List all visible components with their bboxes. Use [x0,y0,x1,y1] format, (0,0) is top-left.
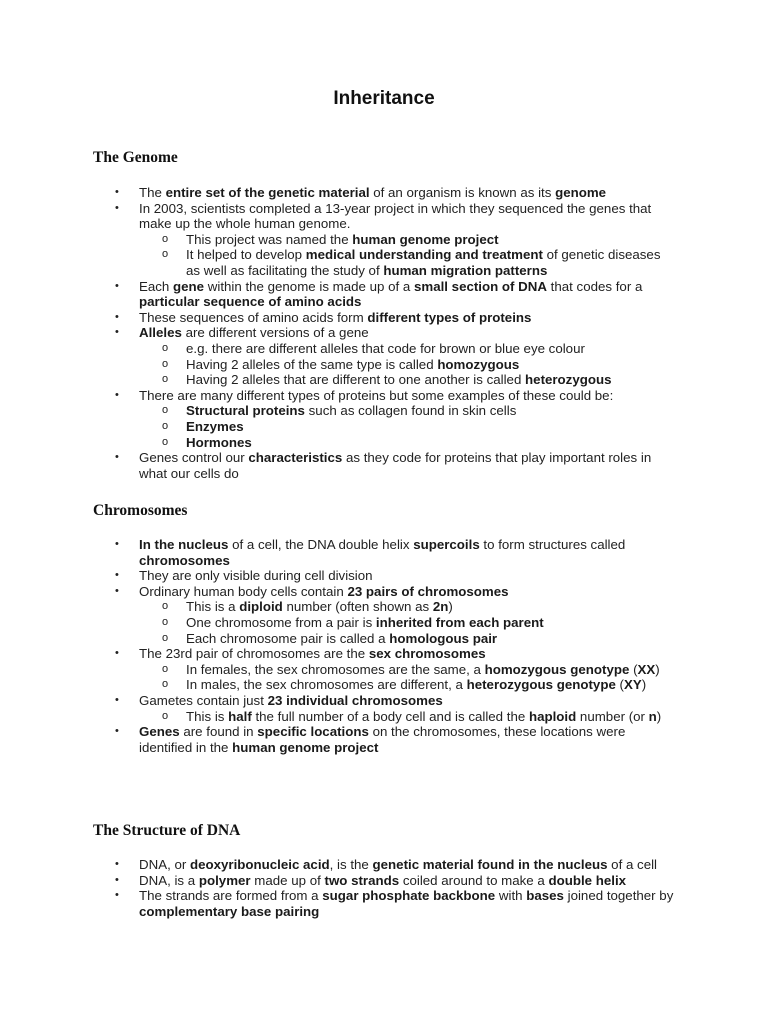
list-item-text: The strands are formed from a sugar phosphate backbone with bases joined together by complementary base pairing [139,888,674,919]
emphasis-text: heterozygous [525,372,612,388]
hollow-bullet-icon: o [162,404,169,417]
bullet-icon: • [115,889,119,902]
emphasis-text: 23 pairs of chromosomes [347,583,509,599]
list-item-text: DNA, is a polymer made up of two strands coiled around to make a double helix [139,872,627,888]
hollow-bullet-icon: o [162,631,169,644]
emphasis-text: half [228,708,252,724]
emphasis-text: Genes [139,724,180,740]
emphasis-text: sex chromosomes [368,646,486,662]
emphasis-text: 2n [432,599,449,615]
bullet-icon: • [115,569,119,582]
bullet-icon: • [115,279,119,292]
emphasis-text: n [648,708,657,724]
emphasis-text: sugar phosphate backbone [322,888,496,904]
bullet-list [0,537,768,755]
bullet-icon: • [115,326,119,339]
section-list-genome [0,185,768,481]
list-item [0,646,679,662]
emphasis-text: genetic material found in the nucleus [372,857,608,872]
list-item [0,693,679,709]
sub-list-item [0,435,676,451]
hollow-bullet-icon: o [162,662,169,675]
list-item [0,201,679,232]
list-item [0,857,679,873]
hollow-bullet-icon: o [162,615,169,628]
bullet-icon: • [115,647,119,660]
list-item-text: Genes are found in specific locations on the chromosomes, these locations were identified in the human genome project [139,724,626,755]
section-heading-genome: The Genome [93,149,178,166]
emphasis-text: homozygous genotype [484,661,630,677]
emphasis-text: supercoils [413,537,480,552]
list-item-text: DNA, or deoxyribonucleic acid, is the genetic material found in the nucleus of a cell [139,857,658,872]
bullet-icon: • [115,201,119,214]
list-item [0,537,679,568]
emphasis-text: chromosomes [139,552,230,568]
emphasis-text: particular sequence of amino acids [139,294,362,310]
emphasis-text: entire set of the genetic material [165,185,370,200]
sub-list-item-text: e.g. there are different alleles that code for brown or blue eye colour [186,340,585,356]
sub-list-item-text [186,419,244,434]
section-list-dna-structure [0,857,768,919]
sub-list-item [0,341,676,357]
emphasis-text: diploid [239,599,283,615]
emphasis-text: specific locations [257,724,369,740]
list-item-text: Alleles are different versions of a gene [139,325,369,341]
list-item [0,450,679,481]
emphasis-text: double helix [548,872,627,888]
bullet-icon: • [115,873,119,886]
sub-list-item-text: Having 2 alleles that are different to one another is called heterozygous [186,372,612,388]
list-item [0,873,679,889]
list-item [0,724,679,755]
sub-list-item-text [186,435,252,450]
list-item-text: There are many different types of proteins but some examples of these could be: [139,387,614,403]
sub-list-item-text: This is half the full number of a body cell and is called the haploid number (or n) [186,708,662,724]
list-item-text: Genes control our characteristics as they code for proteins that play important roles in what our cells do [139,450,652,481]
sub-list-item [0,372,676,388]
sub-list-item-text: It helped to develop medical understanding and treatment of genetic diseases as well as facilitating the study of human migration patterns [186,247,661,278]
emphasis-text: genome [555,185,607,200]
emphasis-text: haploid [528,708,577,724]
sub-list-item-text: Having 2 alleles of the same type is called homozygous [186,356,520,372]
hollow-bullet-icon: o [162,248,169,261]
emphasis-text: Hormones [186,434,252,450]
hollow-bullet-icon: o [162,373,169,386]
emphasis-text: Structural proteins [186,403,305,419]
sub-list-item [0,599,676,615]
section-heading-chromosomes: Chromosomes [93,502,188,519]
bullet-icon: • [115,858,119,870]
emphasis-text: medical understanding and treatment [305,247,543,263]
emphasis-text: human genome project [352,231,499,247]
emphasis-text: Enzymes [186,418,244,434]
emphasis-text: XY [623,677,642,693]
hollow-bullet-icon: o [162,341,169,354]
bullet-icon: • [115,538,119,550]
sub-list-item [0,631,676,647]
sub-list-item-text: Each chromosome pair is called a homologous pair [186,630,498,646]
emphasis-text: human migration patterns [383,262,548,278]
bullet-icon: • [115,725,119,738]
hollow-bullet-icon: o [162,419,169,432]
sub-list-item-text: In males, the sex chromosomes are different, a heterozygous genotype (XY) [186,677,647,693]
bullet-list [0,185,768,481]
list-item-text: Each gene within the genome is made up of a small section of DNA that codes for a particular sequence of amino acids [139,278,643,310]
sub-list-item [0,615,676,631]
hollow-bullet-icon: o [162,357,169,370]
emphasis-text: homologous pair [389,630,498,646]
list-item [0,279,679,310]
bullet-icon: • [115,388,119,401]
page-title: Inheritance [333,88,435,109]
sub-list-item-text: This is a diploid number (often shown as 2n) [186,599,453,615]
emphasis-text: 23 individual chromosomes [267,692,443,708]
bullet-icon: • [115,584,119,597]
list-item-text: Ordinary human body cells contain 23 pairs of chromosomes [139,583,509,599]
emphasis-text: In the nucleus [139,537,229,552]
emphasis-text: different types of proteins [367,309,532,325]
bullet-list [0,857,768,919]
bullet-icon: • [115,451,119,464]
list-item [0,584,679,600]
hollow-bullet-icon: o [162,435,169,448]
bullet-icon: • [115,310,119,323]
section-heading-dna-structure: The Structure of DNA [93,822,241,839]
hollow-bullet-icon: o [162,709,169,722]
list-item [0,310,679,326]
sub-list-item [0,419,676,435]
emphasis-text: characteristics [248,450,343,466]
emphasis-text: inherited from each parent [375,614,544,630]
emphasis-text: bases [526,888,564,904]
sub-list-item-text: In females, the sex chromosomes are the same, a homozygous genotype (XX) [186,661,660,677]
list-item-text: The 23rd pair of chromosomes are the sex chromosomes [139,646,486,662]
list-item [0,325,679,341]
list-item-text: These sequences of amino acids form different types of proteins [139,309,532,325]
section-list-chromosomes [0,537,768,755]
sub-list-item [0,709,676,725]
emphasis-text: complementary base pairing [139,903,320,919]
list-item-text: They are only visible during cell division [139,568,373,584]
sub-list-item [0,677,676,693]
list-item-text: In 2003, scientists completed a 13-year project in which they sequenced the genes that make up the whole human genome. [139,200,652,232]
emphasis-text: gene [173,278,205,294]
list-item [0,568,679,584]
sub-list-item [0,403,676,419]
list-item [0,888,679,919]
emphasis-text: Alleles [139,325,182,341]
sub-list-item [0,357,676,373]
bullet-icon: • [115,693,119,706]
list-item [0,388,679,404]
list-item [0,185,679,201]
emphasis-text: deoxyribonucleic acid [189,857,330,872]
list-item-text: Gametes contain just 23 individual chromosomes [139,692,443,708]
hollow-bullet-icon: o [162,678,169,691]
sub-list-item [0,247,676,278]
emphasis-text: polymer [198,872,251,888]
sub-list-item [0,662,676,678]
list-item-text: The entire set of the genetic material of an organism is known as its genome [139,185,607,200]
emphasis-text: small section of DNA [413,278,547,294]
hollow-bullet-icon: o [162,600,169,613]
emphasis-text: two strands [324,872,400,888]
sub-list-item-text: This project was named the human genome project [186,231,499,247]
list-item-text: In the nucleus of a cell, the DNA double helix supercoils to form structures called chromosomes [139,537,626,568]
emphasis-text: homozygous [437,356,520,372]
emphasis-text: human genome project [232,739,379,755]
sub-list-item-text: One chromosome from a pair is inherited from each parent [186,614,544,630]
bullet-icon: • [115,186,119,198]
emphasis-text: XX [637,661,656,677]
emphasis-text: heterozygous genotype [466,677,616,693]
sub-list-item [0,232,676,248]
sub-list-item-text: Structural proteins such as collagen found in skin cells [186,403,517,419]
hollow-bullet-icon: o [162,232,169,245]
